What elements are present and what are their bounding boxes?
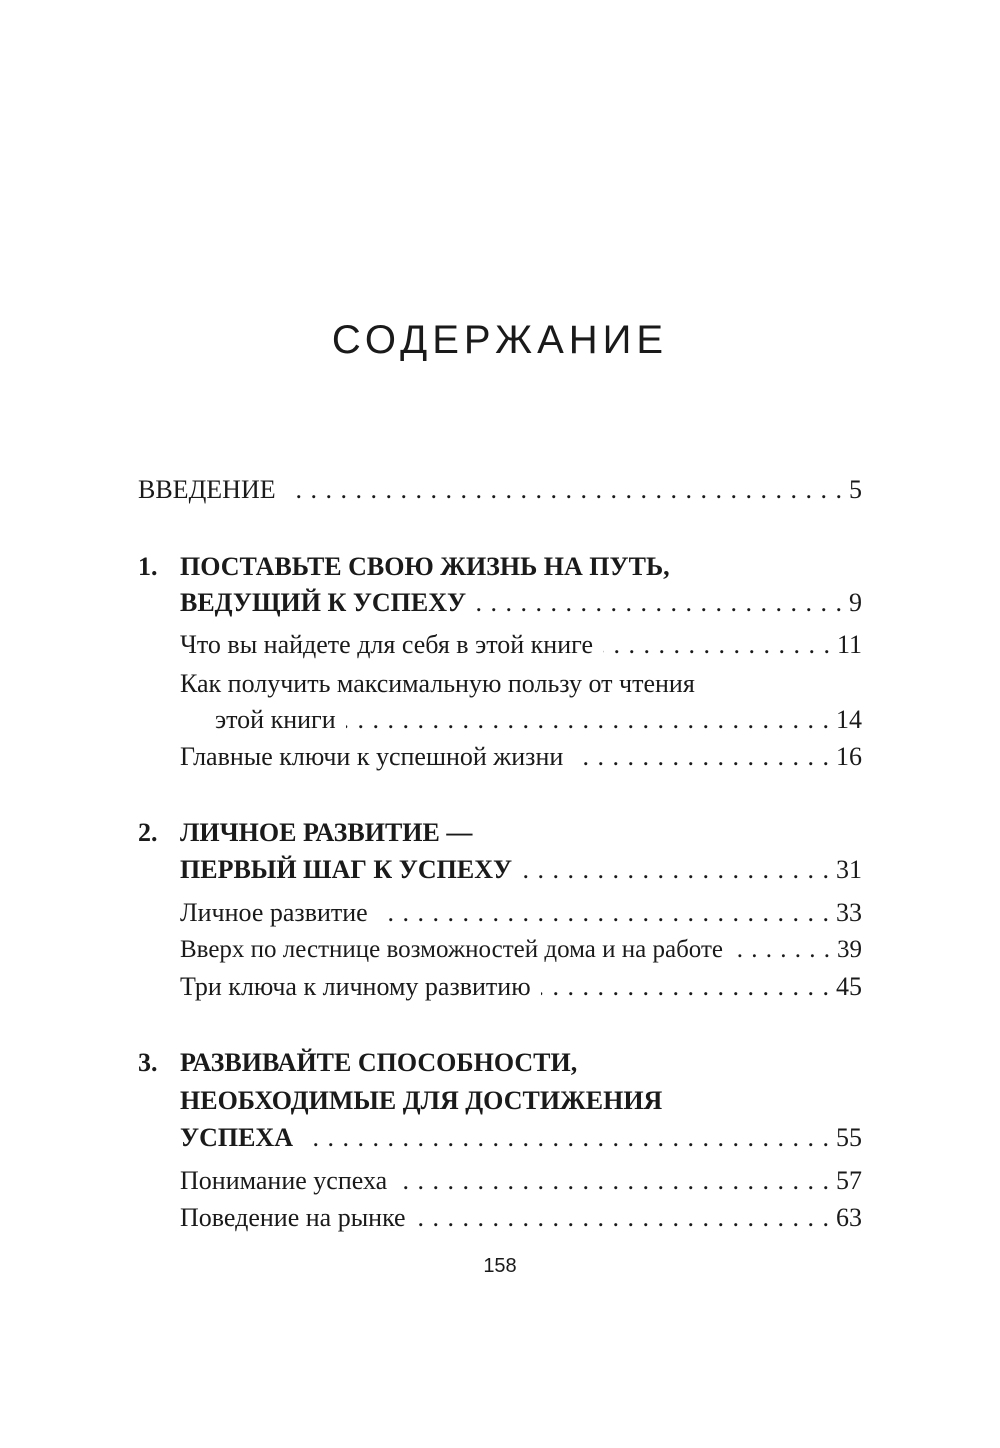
chapter-title-line[interactable] <box>180 816 862 850</box>
toc-page: 63 <box>836 1203 862 1232</box>
chapter-title-line[interactable] <box>180 1046 862 1080</box>
toc-label: ВВЕДЕНИЕ <box>138 475 276 504</box>
toc-label: РАЗВИВАЙТЕ СПОСОБНОСТИ, <box>180 1048 578 1077</box>
toc-page: 14 <box>836 705 862 734</box>
dot-leader <box>476 586 843 620</box>
toc-entry[interactable] <box>180 1164 862 1198</box>
toc-page: 45 <box>836 972 862 1001</box>
toc-entry-chapter-1[interactable] <box>180 586 862 620</box>
toc-entry[interactable] <box>215 703 862 737</box>
toc-label: этой книги <box>215 705 336 734</box>
toc-page: 33 <box>836 898 862 927</box>
chapter-number: 3. <box>138 1048 158 1077</box>
dot-leader <box>303 1121 830 1155</box>
dot-leader <box>733 933 831 967</box>
toc-label: Вверх по лестнице возможностей дома и на работе <box>180 936 723 963</box>
chapter-number: 1. <box>138 552 158 581</box>
toc-label: ЛИЧНОЕ РАЗВИТИЕ — <box>180 818 473 847</box>
dot-leader <box>397 1164 830 1198</box>
toc-label: НЕОБХОДИМЫЕ ДЛЯ ДОСТИЖЕНИЯ <box>180 1086 663 1115</box>
chapter-title-line[interactable] <box>180 550 862 584</box>
toc-page: 31 <box>836 855 862 884</box>
toc-entry-line[interactable] <box>180 667 862 701</box>
toc-page: 11 <box>836 630 862 659</box>
toc-label: ПОСТАВЬТЕ СВОЮ ЖИЗНЬ НА ПУТЬ, <box>180 552 670 581</box>
toc-page: 5 <box>849 475 862 504</box>
toc-entry[interactable] <box>180 740 862 774</box>
dot-leader <box>541 970 830 1004</box>
toc-entry-chapter-3[interactable] <box>180 1121 862 1155</box>
toc-entry[interactable] <box>180 896 862 930</box>
page-title: СОДЕРЖАНИЕ <box>331 318 669 362</box>
toc-label: Три ключа к личному развитию <box>180 972 531 1001</box>
dot-leader <box>346 703 830 737</box>
toc-label: Понимание успеха <box>180 1166 388 1195</box>
toc-label: Что вы найдете для себя в этой книге <box>180 630 593 659</box>
toc-entry-chapter-2[interactable] <box>180 853 862 887</box>
toc-entry-intro[interactable] <box>138 473 862 507</box>
chapter-number: 2. <box>138 818 158 847</box>
toc-entry[interactable] <box>180 970 862 1004</box>
toc-entry[interactable] <box>180 628 862 662</box>
toc-page: 55 <box>836 1123 862 1152</box>
dot-leader <box>416 1201 830 1235</box>
page-number: 158 <box>483 1255 517 1277</box>
toc-entry[interactable] <box>180 1201 862 1235</box>
toc-label: Главные ключи к успешной жизни <box>180 742 564 771</box>
dot-leader <box>522 853 830 887</box>
dot-leader <box>378 896 830 930</box>
toc-label: УСПЕХА <box>180 1123 293 1152</box>
toc-label: ПЕРВЫЙ ШАГ К УСПЕХУ <box>180 855 513 884</box>
chapter-title-line[interactable] <box>180 1084 862 1118</box>
dot-leader <box>603 628 831 662</box>
toc-entry[interactable] <box>180 933 862 967</box>
dot-leader <box>286 473 843 507</box>
toc-page: 16 <box>836 742 862 771</box>
toc-page: 57 <box>836 1166 862 1195</box>
toc-page: 39 <box>837 936 862 963</box>
toc-label: ВЕДУЩИЙ К УСПЕХУ <box>180 588 467 617</box>
toc-label: Как получить максимальную пользу от чтения <box>180 669 695 698</box>
toc-label: Личное развитие <box>180 898 368 927</box>
dot-leader <box>573 740 830 774</box>
toc-label: Поведение на рынке <box>180 1203 406 1232</box>
toc-page: 9 <box>849 588 862 617</box>
